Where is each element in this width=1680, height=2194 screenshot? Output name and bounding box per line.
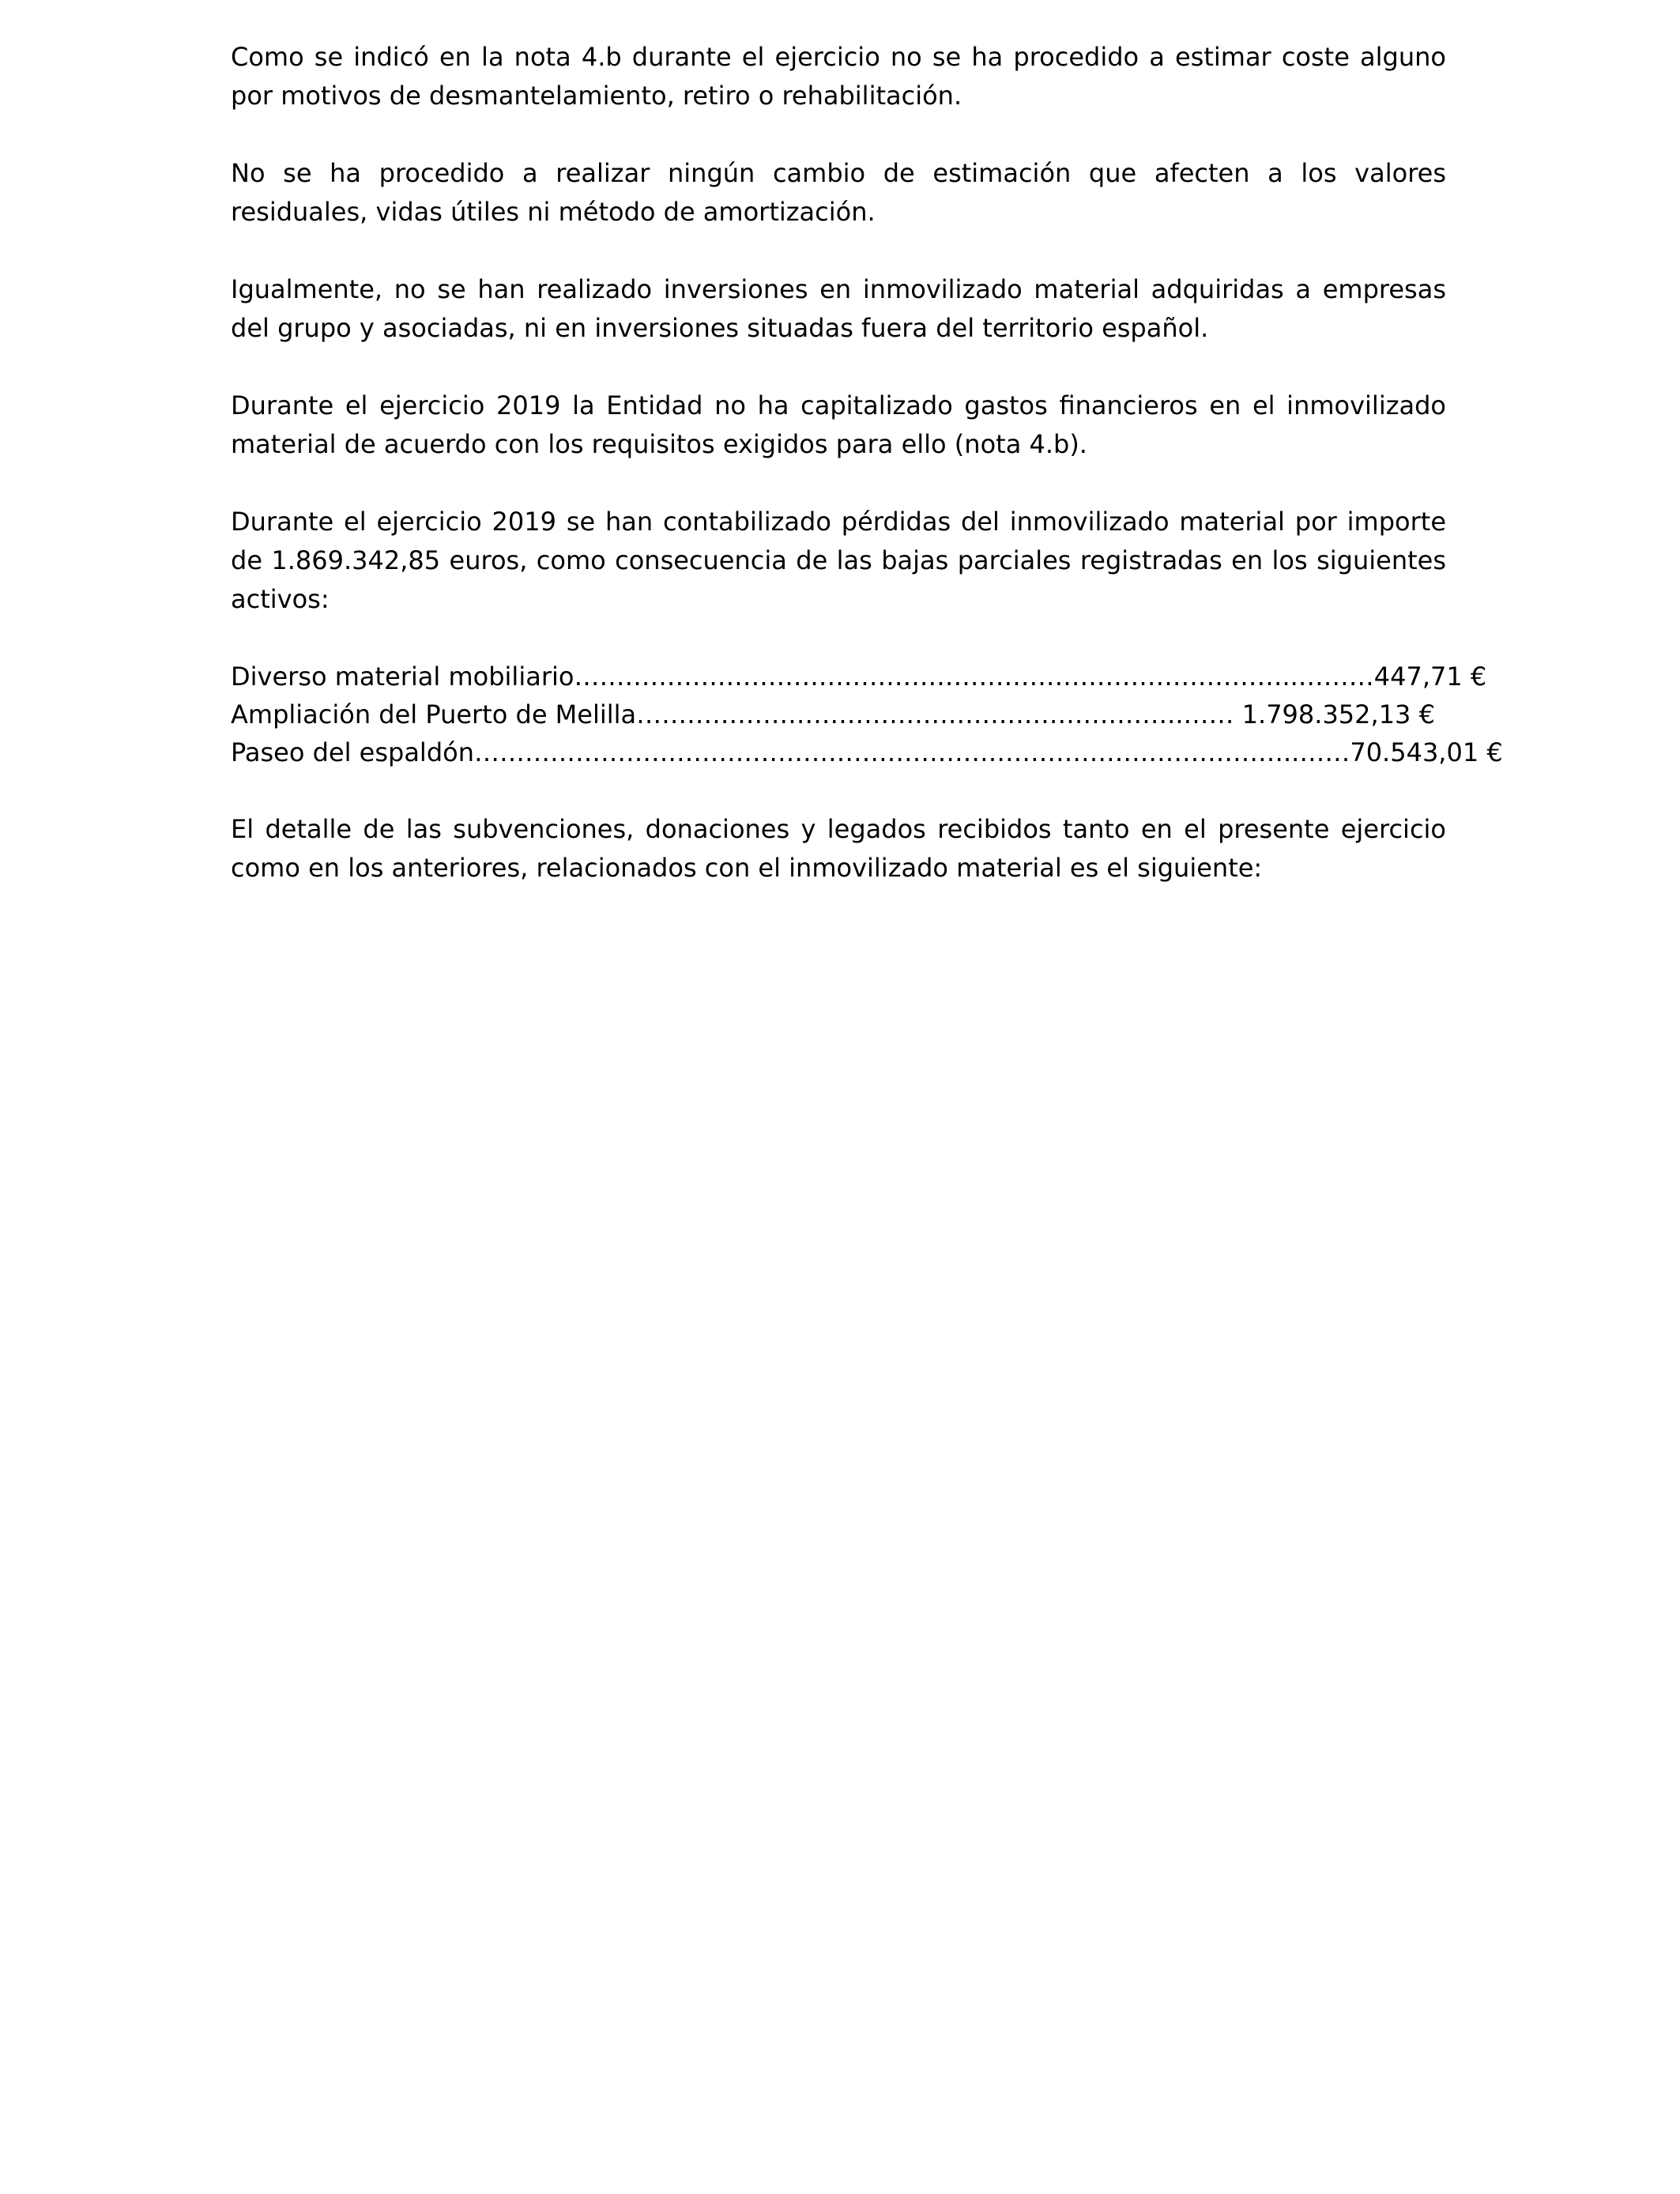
document-body — [231, 38, 1503, 926]
paragraph-group-investments: Igualmente, no se han realizado inversiones en inmovilizado material adquiridas a empresas del grupo y asociadas, ni en inversiones situadas fuera del territorio español. — [231, 274, 1446, 343]
paragraph-dismantling-costs: Como se indicó en la nota 4.b durante el ejercicio no se ha procedido a estimar coste alguno por motivos de desmantelamiento, retiro o rehabilitación. — [231, 42, 1446, 111]
asset-losses-list — [231, 658, 1503, 771]
list-item: Paseo del espaldón……………………………………………………………………………………..……70.543,01 € — [231, 737, 1503, 767]
paragraph-estimate-changes: No se ha procedido a realizar ningún cambio de estimación que afecten a los valores residuales, vidas útiles ni método de amortización. — [231, 158, 1446, 227]
paragraph-losses: Durante el ejercicio 2019 se han contabilizado pérdidas del inmovilizado material por importe de 1.869.342,85 euros, como consecuencia de las bajas parciales registradas en los siguientes activos: — [231, 507, 1446, 614]
paragraph-financial-expenses: Durante el ejercicio 2019 la Entidad no ha capitalizado gastos financieros en el inmovilizado material de acuerdo con los requisitos exigidos para ello (nota 4.b). — [231, 390, 1446, 459]
paragraph-subsidies-detail: El detalle de las subvenciones, donaciones y legados recibidos tanto en el presente ejercicio como en los anteriores, relacionados con el inmovilizado material es el siguiente: — [231, 814, 1446, 883]
list-item: Ampliación del Puerto de Melilla………………………………………………………..…… 1.798.352,13 € — [231, 699, 1435, 729]
list-item: Diverso material mobiliario…………………………………………………………………………..………447,71 € — [231, 662, 1487, 692]
